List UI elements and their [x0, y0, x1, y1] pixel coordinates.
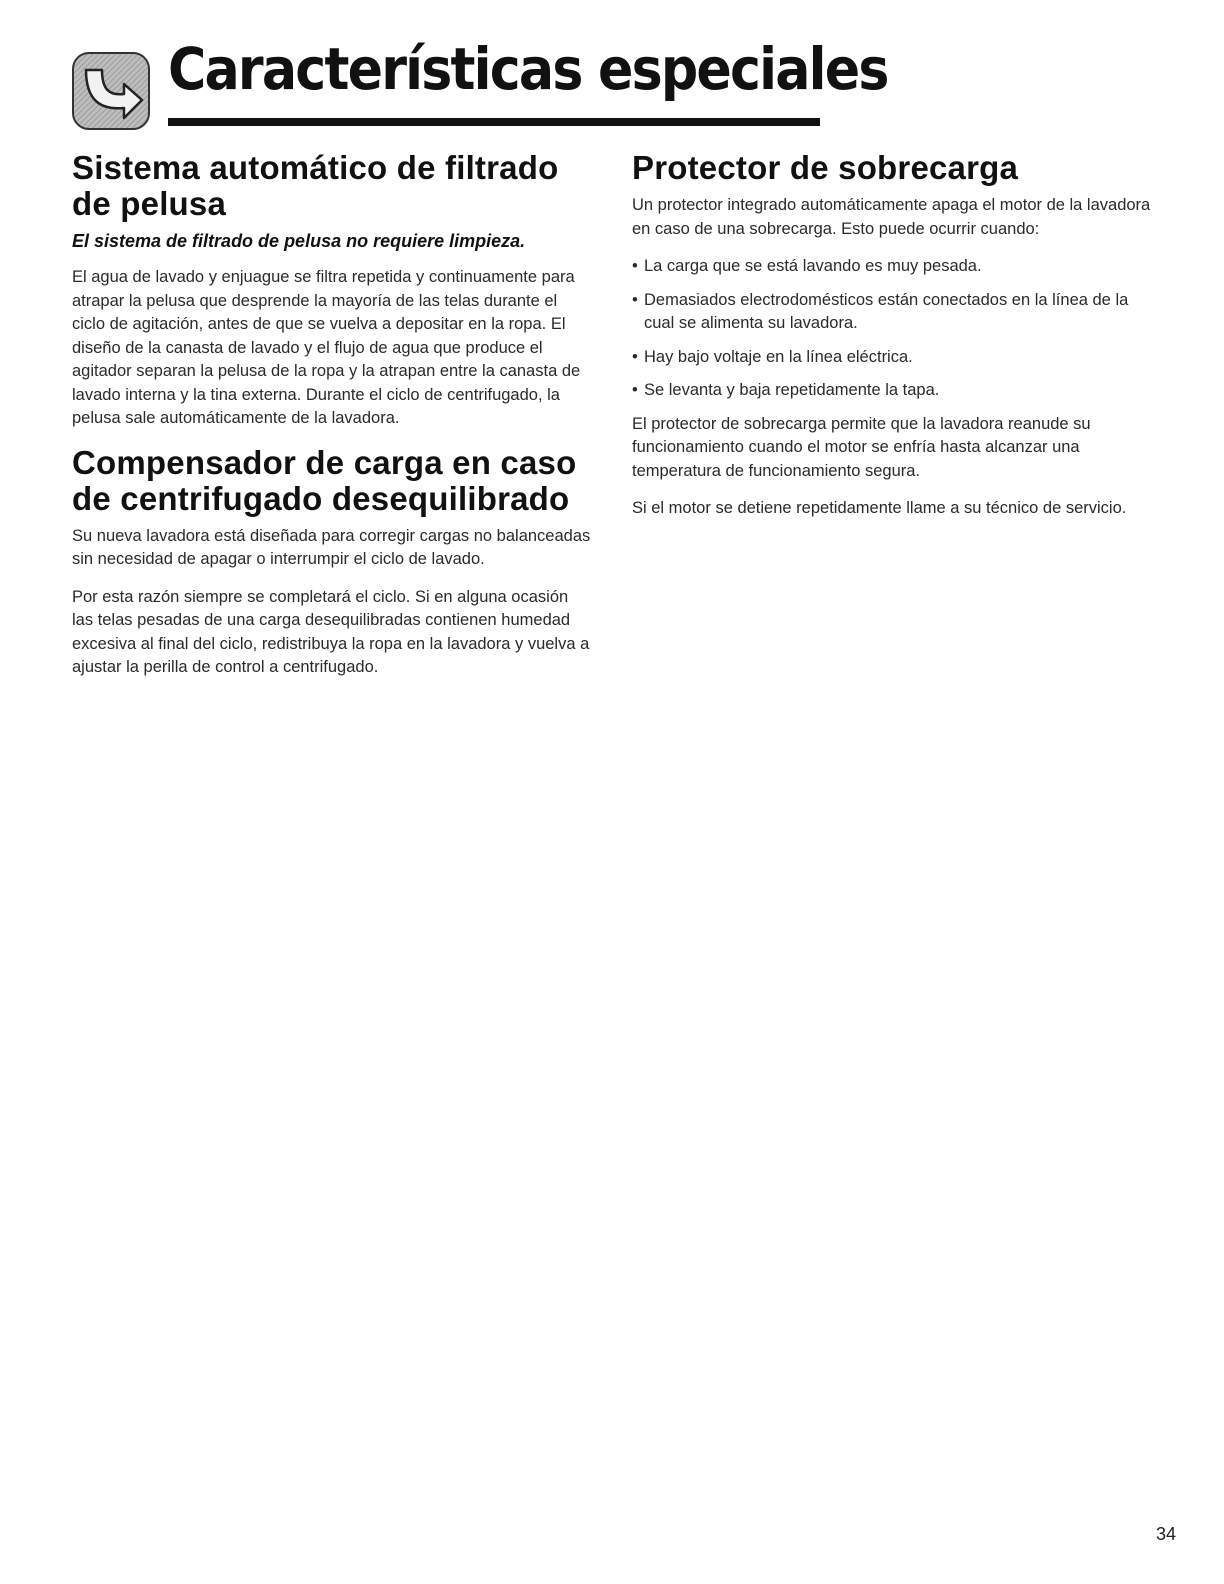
page-header	[72, 35, 888, 134]
section-overload-protector	[632, 150, 1152, 521]
section-paragraph: Si el motor se detiene repetidamente llame a su técnico de servicio.	[632, 499, 1127, 517]
section-heading: Protector de sobrecarga	[632, 149, 1019, 186]
section-paragraph: Un protector integrado automáticamente apaga el motor de la lavadora en caso de una sobrecarga. Esto puede ocurrir cuando:	[632, 196, 1151, 238]
page-number: 34	[1155, 1524, 1176, 1544]
section-heading: Compensador de carga en caso de centrifugado desequilibrado	[72, 443, 577, 517]
section-paragraph: El agua de lavado y enjuague se filtra repetida y continuamente para atrapar la pelusa que desprende la mayoría de las telas durante el ciclo de agitación, antes de que se vuelva a depositar en la ropa. El diseño de la canasta de lavado y el flujo de agua que produce el agitador separan la pelusa de la ropa y la atrapan entre la canasta de lavado interna y la tina externa. Durante el ciclo de centrifugado, la pelusa sale automáticamente de la lavadora.	[72, 268, 581, 427]
page-title: Características especiales	[168, 35, 888, 103]
title-underline	[168, 118, 820, 126]
right-column	[632, 150, 1152, 535]
section-paragraph: Por esta razón siempre se completará el ciclo. Si en alguna ocasión las telas pesadas de una carga desequilibradas contienen humedad excesiva al final del ciclo, redistribuya la ropa en la lavadora y vuelva a ajustar la perilla de control a centrifugado.	[72, 587, 590, 676]
bullet-list	[632, 255, 1152, 403]
curved-arrow-icon	[72, 52, 150, 130]
section-load-compensator	[72, 445, 592, 680]
left-column	[72, 150, 592, 694]
list-item: • Demasiados electrodomésticos están conectados en la línea de la cual se alimenta su lavadora.	[632, 290, 1129, 332]
list-item: • Se levanta y baja repetidamente la tapa.	[632, 381, 940, 399]
section-lint-filter	[72, 150, 592, 431]
section-subheading: El sistema de filtrado de pelusa no requiere limpieza.	[72, 231, 526, 251]
section-paragraph: Su nueva lavadora está diseñada para corregir cargas no balanceadas sin necesidad de apagar o interrumpir el ciclo de lavado.	[72, 526, 591, 568]
section-paragraph: El protector de sobrecarga permite que la lavadora reanude su funcionamiento cuando el motor se enfría hasta alcanzar una temperatura de funcionamiento segura.	[632, 414, 1091, 480]
section-heading: Sistema automático de filtrado de pelusa	[72, 149, 559, 222]
list-item: • Hay bajo voltaje en la línea eléctrica.	[632, 347, 913, 366]
list-item: • La carga que se está lavando es muy pesada.	[632, 257, 982, 275]
